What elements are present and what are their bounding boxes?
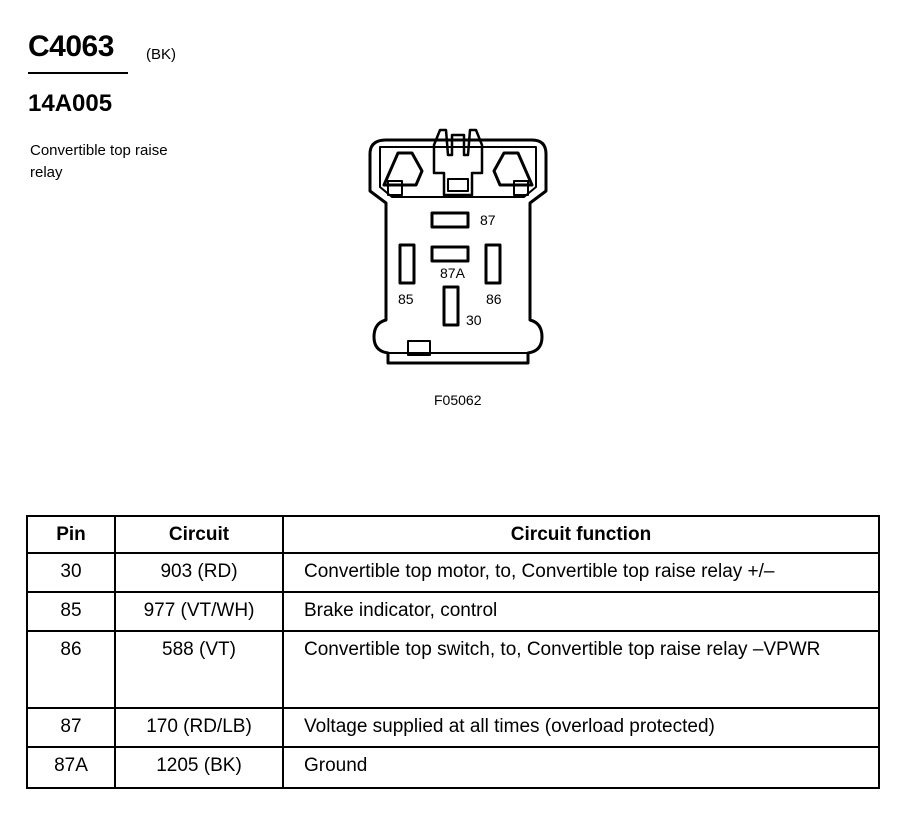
circuit-cell: 170 (RD/LB) [115, 708, 283, 747]
table-row [27, 553, 879, 592]
function-cell [283, 747, 879, 788]
table-row [27, 747, 879, 788]
pin-cell: 87A [27, 747, 115, 788]
circuit-cell: 903 (RD) [115, 553, 283, 592]
right-latch-tab [514, 181, 528, 195]
function-cell [283, 553, 879, 592]
header-pin: Pin [27, 516, 115, 553]
pin-label-87a: 87A [440, 265, 465, 281]
function-text: Convertible top switch, to, Convertible top raise relay –VPWR [304, 639, 821, 660]
table-row [27, 708, 879, 747]
pin-cell: 85 [27, 592, 115, 631]
connector-body-outline [370, 140, 546, 363]
circuit-cell: 588 (VT) [115, 631, 283, 708]
header-circuit: Circuit [115, 516, 283, 553]
function-cell [283, 592, 879, 631]
pin-cavity-87 [432, 213, 468, 227]
pin-cavity-30 [444, 287, 458, 325]
pin-cell: 30 [27, 553, 115, 592]
pin-label-86: 86 [486, 291, 502, 307]
table-row [27, 631, 879, 708]
pin-label-30: 30 [466, 312, 482, 328]
pin-cavity-85 [400, 245, 414, 283]
left-latch-tab [388, 181, 402, 195]
connector-id: C4063 [28, 30, 114, 63]
pin-label-85: 85 [398, 291, 414, 307]
relay-connector-diagram [360, 125, 560, 375]
function-text: Voltage supplied at all times (overload protected) [304, 716, 715, 737]
connector-color: (BK) [146, 46, 176, 63]
pin-cavity-86 [486, 245, 500, 283]
function-text: Convertible top motor, to, Convertible top raise relay +/– [304, 561, 775, 582]
part-number: 14A005 [28, 90, 113, 117]
circuit-cell: 977 (VT/WH) [115, 592, 283, 631]
function-text: Ground [304, 755, 368, 776]
pin-cell: 86 [27, 631, 115, 708]
figure-code: F05062 [434, 392, 482, 408]
connector-description: Convertible top raise relay [30, 142, 168, 181]
table-header-row [27, 516, 879, 553]
function-text: Brake indicator, control [304, 600, 498, 621]
circuit-cell: 1205 (BK) [115, 747, 283, 788]
function-cell [283, 708, 879, 747]
pin-cell: 87 [27, 708, 115, 747]
pin-cavity-87a [432, 247, 468, 261]
pin-circuit-table [26, 515, 880, 789]
function-cell [283, 631, 879, 708]
pin-label-87: 87 [480, 212, 496, 228]
header-function: Circuit function [283, 516, 879, 553]
center-key-slot [448, 179, 468, 191]
connector-id-underline [28, 72, 128, 74]
table-row [27, 592, 879, 631]
